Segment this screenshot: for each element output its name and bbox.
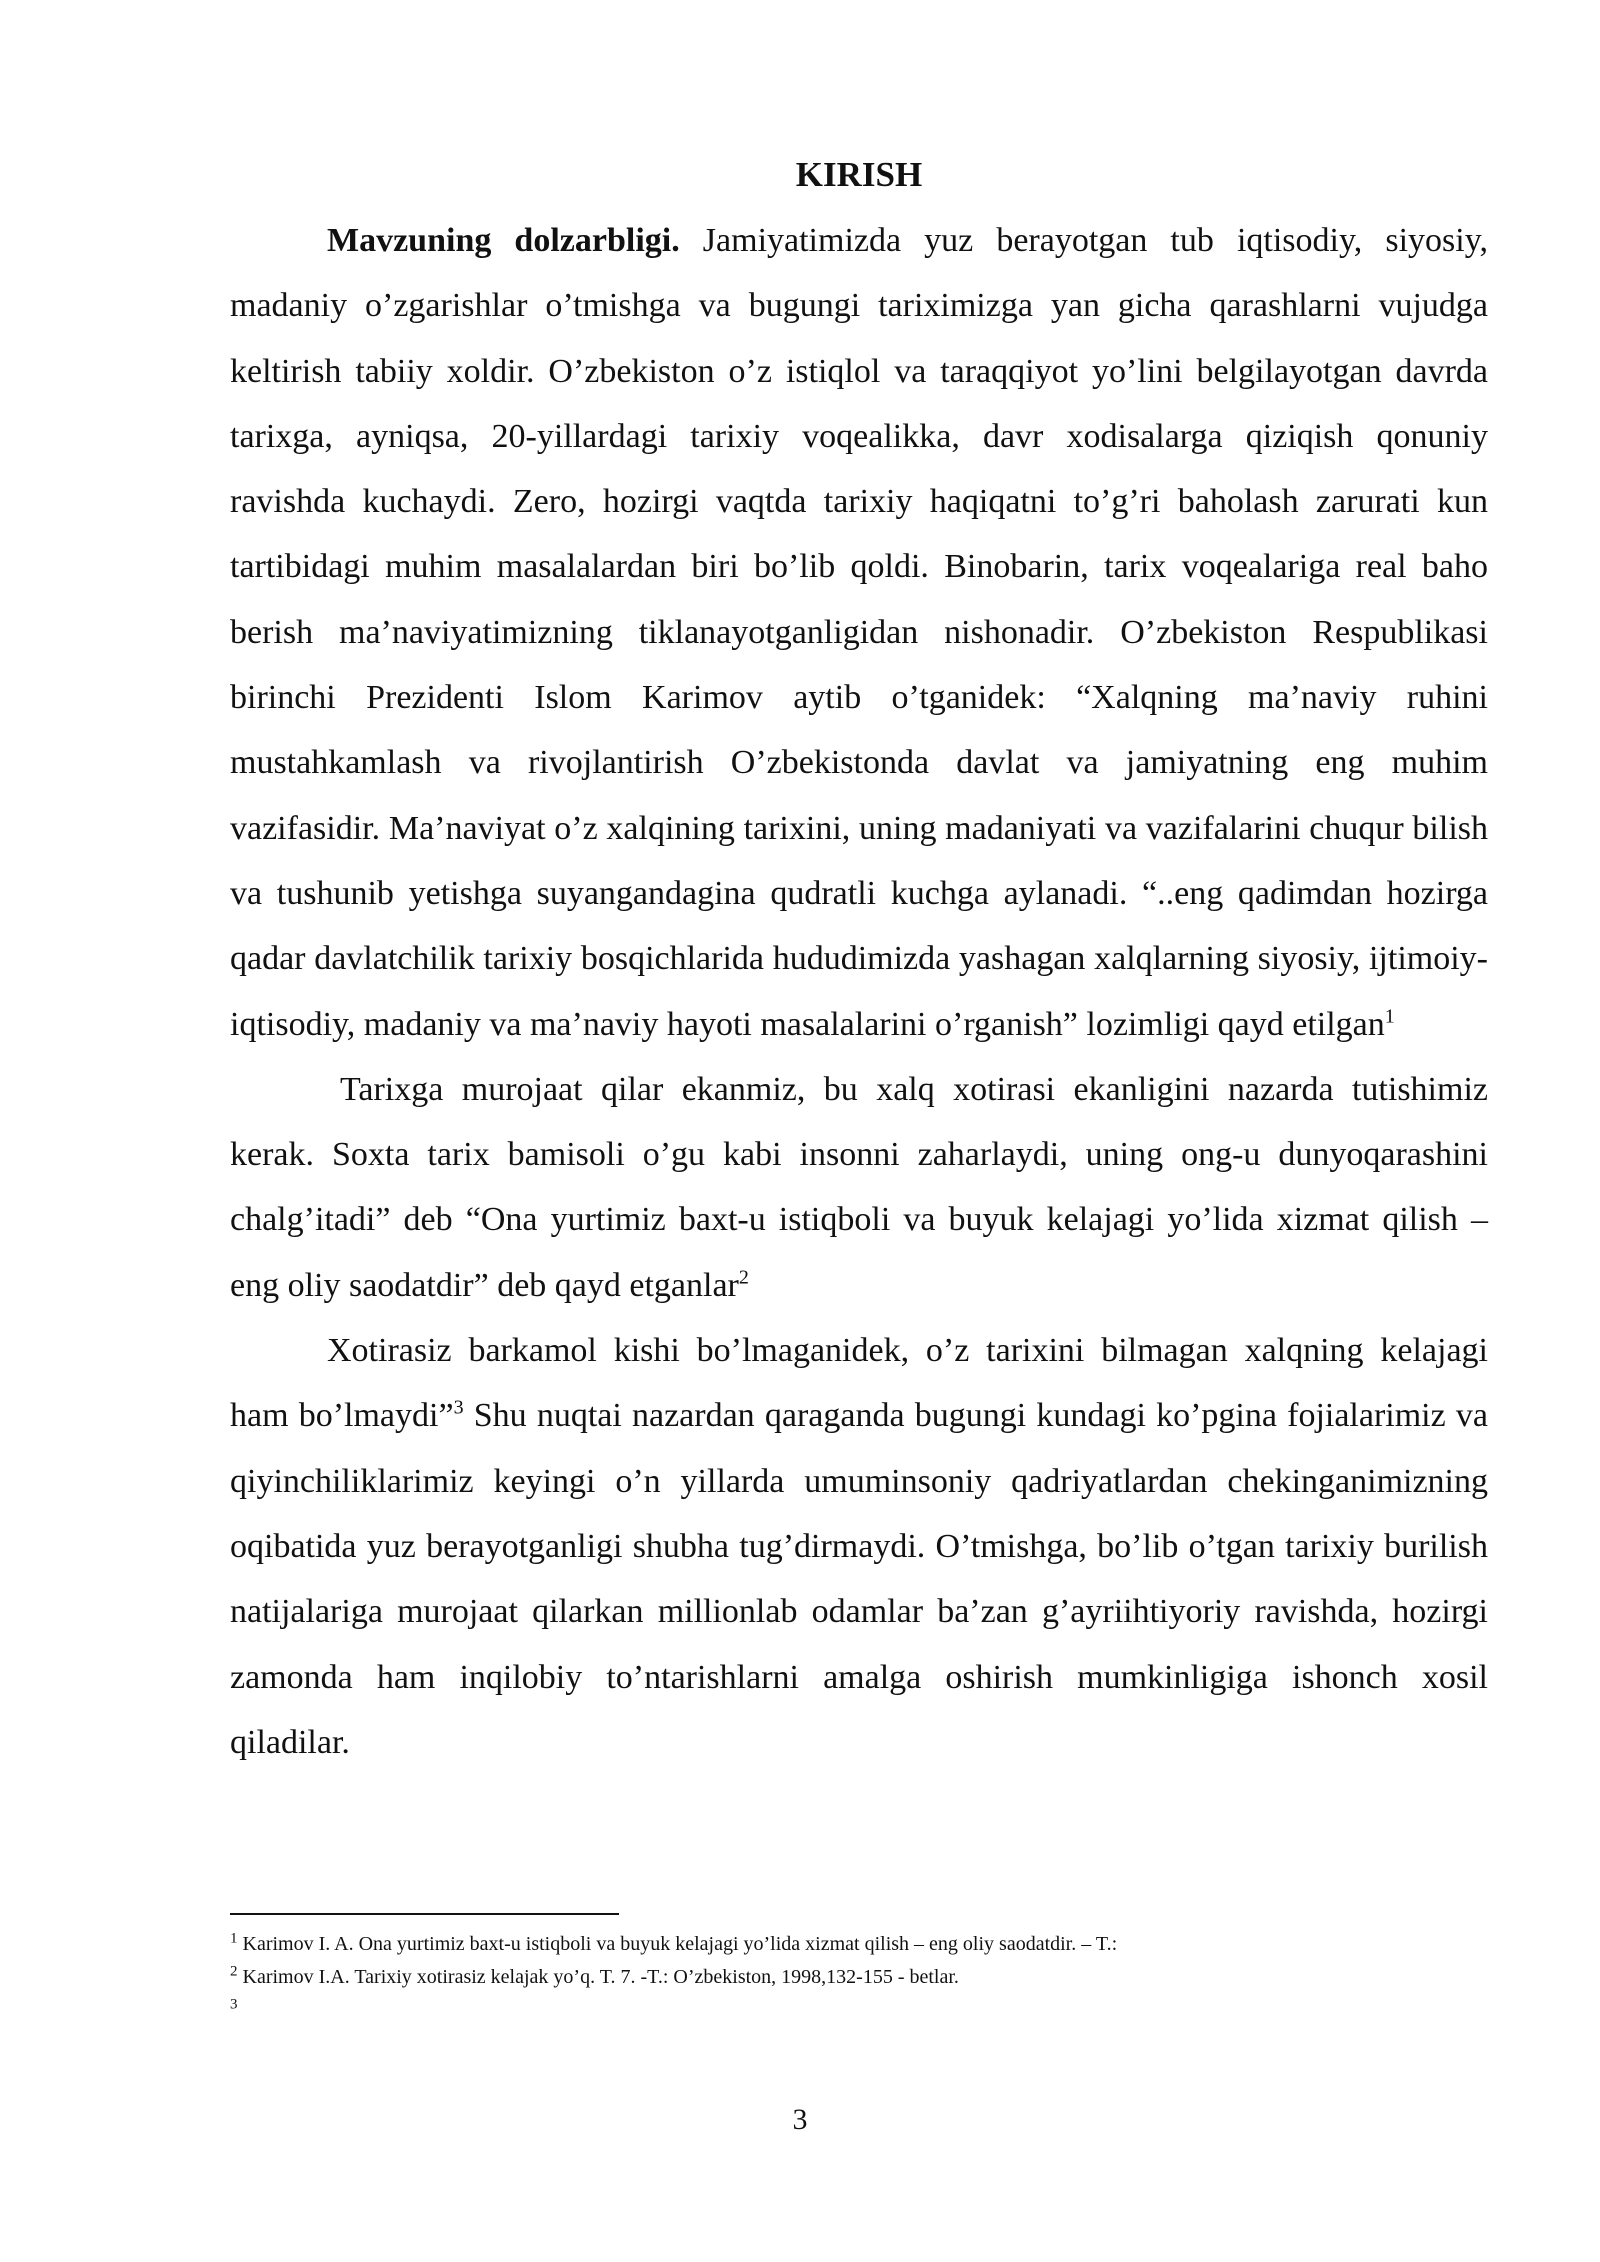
footnote-ref-1: 1 (1384, 1005, 1395, 1028)
footnote-text: Karimov I.A. Tarixiy xotirasiz kelajak yo’q. T. 7. -T.: O’zbekiston, 1998,132-155 - betlar. (237, 1966, 959, 1988)
paragraph-text-continued: Shu nuqtai nazardan qaraganda bugungi kundagi ko’pgina fojialarimiz va qiyinchiliklarimiz keyingi o’n yillarda umuminsoniy qadriyatlardan chekinganimizning oqibatida yuz berayotganligi shubha tug’dirmaydi. O’tmishga, bo’lib o’tgan tarixiy burilish natijalariga murojaat qilarkan millionlab odamlar ba’zan g’ayriihtiyoriy ravishda, hozirgi zamonda ham inqilobiy to’ntarishlarni amalga oshirish mumkinligiga ishonch xosil qiladilar. (230, 1397, 1488, 1761)
page-number: 3 (792, 2103, 808, 2136)
paragraph-text: Xotirasiz barkamol kishi bo’lmaganidek, o’z tarixini bilmagan xalqning kelajagi ham bo’lmaydi” (230, 1332, 1488, 1435)
footnote-2 (230, 1961, 1488, 1994)
footnote-1 (230, 1928, 1488, 1961)
footnote-text: Karimov I. A. Ona yurtimiz baxt-u istiqboli va buyuk kelajagi yo’lida xizmat qilish – eng oliy saodatdir. – T.: (237, 1933, 1118, 1955)
footnote-separator (230, 1913, 619, 1915)
footnote-ref-3: 3 (453, 1397, 464, 1420)
paragraph-3 (230, 1318, 1488, 1775)
footnotes (230, 1928, 1488, 2027)
paragraph-text: Jamiyatimizda yuz berayotgan tub iqtisodiy, siyosiy, madaniy o’zgarishlar o’tmishga va bugungi tariximizga yan gicha qarashlarni vujudga keltirish tabiiy xoldir. O’zbekiston o’z istiqlol va taraqqiyot yo’lini belgilayotgan davrda tarixga, ayniqsa, 20-yillardagi tarixiy voqealikka, davr xodisalarga qiziqish qonuniy ravishda kuchaydi. Zero, hozirgi vaqtda tarixiy haqiqatni to’g’ri baholash zarurati kun tartibidagi muhim masalalardan biri bo’lib qoldi. Binobarin, tarix voqealariga real baho berish ma’naviyatimizning tiklanayotganligidan nishonadir. O’zbekiston Respublikasi birinchi Prezidenti Islom Karimov aytib o’tganidek: “Xalqning ma’naviy ruhini mustahkamlash va rivojlantirish O’zbekistonda davlat va jamiyatning eng muhim vazifasidir. Ma’naviyat o’z xalqining tarixini, uning madaniyati va vazifalarini chuqur bilish va tushunib yetishga suyangandagina qudratli kuchga aylanadi. “..eng qadimdan hozirga qadar davlatchilik tarixiy bosqichlarida hududimizda yashagan xalqlarning siyosiy, ijtimoiy-iqtisodiy, madaniy va ma’naviy hayoti masalalarini o’rganish” lozimligi qayd etilgan (230, 222, 1488, 1043)
footnote-number: 1 (230, 1930, 238, 1947)
footnote-ref-2: 2 (738, 1266, 749, 1289)
footnote-number: 2 (230, 1963, 238, 1980)
paragraph-1 (230, 208, 1488, 1057)
paragraph-text: Tarixga murojaat qilar ekanmiz, bu xalq xotirasi ekanligini nazarda tutishimiz kerak. Soxta tarix bamisoli o’gu kabi insonni zaharlaydi, uning ong-u dunyoqarashini chalg’itadi” deb “Ona yurtimiz baxt-u istiqboli va buyuk kelajagi yo’lida xizmat qilish – eng oliy saodatdir” deb qayd etganlar (230, 1070, 1488, 1304)
footnote-3 (230, 1994, 1488, 2027)
document-page (230, 150, 1488, 1775)
paragraph-lead: Mavzuning dolzarbligi. (327, 222, 680, 259)
footnote-number: 3 (230, 1996, 238, 2013)
section-title: KIRISH (795, 155, 923, 194)
paragraph-2 (230, 1057, 1488, 1318)
